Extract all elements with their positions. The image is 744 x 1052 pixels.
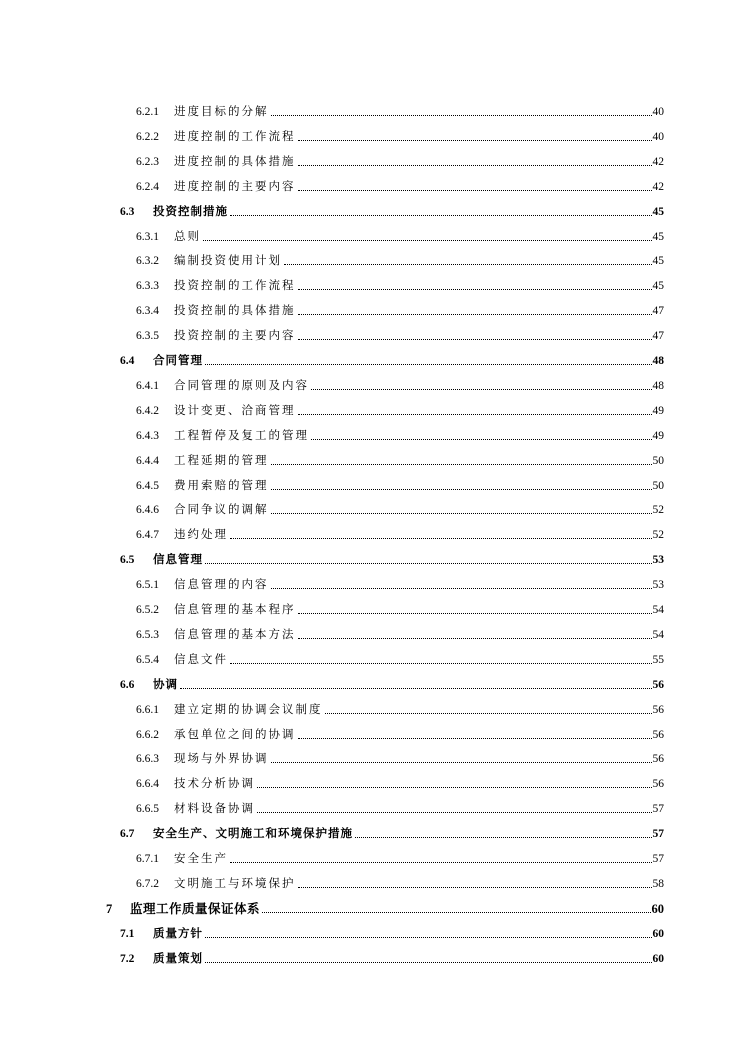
toc-entry-number: 6.6.5 bbox=[136, 803, 159, 816]
toc-entry[interactable] bbox=[136, 622, 664, 642]
toc-entry-title: 投资控制的具体措施 bbox=[174, 305, 296, 318]
toc-entry-page-number: 45 bbox=[652, 255, 664, 268]
toc-entry[interactable] bbox=[136, 149, 664, 169]
dot-leader bbox=[298, 413, 652, 415]
toc-entry-page-number: 52 bbox=[652, 504, 664, 517]
dot-leader bbox=[230, 537, 652, 539]
toc-entry-title: 安全生产、文明施工和环境保护措施 bbox=[153, 828, 353, 841]
dot-leader bbox=[311, 438, 652, 440]
toc-entry-number: 6.3 bbox=[120, 205, 135, 218]
toc-entry[interactable] bbox=[136, 497, 664, 517]
toc-entry-page-number: 57 bbox=[652, 803, 664, 816]
toc-entry-title: 进度目标的分解 bbox=[174, 106, 269, 118]
dot-leader bbox=[271, 512, 652, 514]
toc-entry[interactable] bbox=[136, 746, 664, 766]
toc-entry[interactable] bbox=[120, 547, 664, 567]
toc-entry-number: 6.7.1 bbox=[136, 853, 159, 865]
toc-entry-number: 6.6.2 bbox=[136, 728, 159, 741]
dot-leader bbox=[257, 811, 652, 813]
toc-entry-title: 合同争议的调解 bbox=[174, 504, 269, 517]
toc-entry-title: 信息管理的内容 bbox=[174, 579, 269, 592]
toc-entry-number: 7.1 bbox=[120, 927, 135, 940]
toc-entry-title: 违约处理 bbox=[174, 529, 228, 542]
toc-entry-number: 6.7.2 bbox=[136, 877, 159, 890]
toc-entry-title: 进度控制的工作流程 bbox=[174, 130, 296, 143]
toc-entry-page-number: 45 bbox=[652, 205, 664, 218]
dot-leader bbox=[230, 214, 652, 216]
toc-entry[interactable] bbox=[120, 672, 664, 692]
toc-entry-page-number: 56 bbox=[652, 703, 664, 716]
toc-entry-number: 6.6.1 bbox=[136, 703, 159, 716]
toc-entry-page-number: 48 bbox=[652, 355, 664, 367]
dot-leader bbox=[298, 737, 652, 739]
toc-entry-title: 文明施工与环境保护 bbox=[174, 877, 296, 890]
dot-leader bbox=[298, 612, 652, 614]
toc-entry-number: 6.2.4 bbox=[136, 180, 159, 193]
toc-entry[interactable] bbox=[136, 722, 664, 742]
toc-entry-number: 6.4.6 bbox=[136, 504, 159, 517]
toc-entry-number: 6.3.2 bbox=[136, 255, 159, 268]
dot-leader bbox=[298, 139, 652, 141]
dot-leader bbox=[298, 637, 652, 639]
dot-leader bbox=[298, 886, 652, 888]
toc-entry-title: 设计变更、洽商管理 bbox=[174, 404, 296, 417]
toc-entry[interactable] bbox=[136, 473, 664, 493]
dot-leader bbox=[257, 786, 652, 788]
toc-entry-number: 6.3.3 bbox=[136, 280, 159, 293]
toc-entry[interactable] bbox=[136, 647, 664, 667]
toc-entry-page-number: 56 bbox=[652, 728, 664, 741]
dot-leader bbox=[203, 239, 652, 241]
toc-entry-page-number: 40 bbox=[652, 106, 664, 118]
toc-entry[interactable] bbox=[136, 522, 664, 542]
toc-entry-number: 6.5.1 bbox=[136, 579, 159, 592]
toc-entry-title: 现场与外界协调 bbox=[174, 753, 269, 766]
toc-entry-number: 6.3.4 bbox=[136, 305, 159, 318]
dot-leader bbox=[205, 936, 652, 938]
toc-entry[interactable] bbox=[120, 348, 664, 368]
toc-entry-title: 协调 bbox=[153, 678, 178, 691]
toc-entry-page-number: 56 bbox=[652, 678, 664, 691]
toc-entry-title: 信息文件 bbox=[174, 653, 228, 666]
toc-entry-number: 6.4.1 bbox=[136, 379, 159, 392]
toc-entry-page-number: 50 bbox=[652, 454, 664, 467]
toc-entry[interactable] bbox=[136, 771, 664, 791]
toc-entry-title: 工程延期的管理 bbox=[174, 454, 269, 467]
toc-entry[interactable] bbox=[136, 373, 664, 393]
toc-entry-number: 6.7 bbox=[120, 828, 135, 841]
toc-entry-page-number: 54 bbox=[652, 604, 664, 616]
toc-entry[interactable] bbox=[136, 448, 664, 468]
dot-leader bbox=[205, 562, 652, 564]
toc-entry-number: 7 bbox=[106, 901, 113, 916]
toc-entry-page-number: 53 bbox=[652, 579, 664, 592]
toc-entry[interactable] bbox=[120, 921, 664, 941]
toc-entry-number: 6.6.4 bbox=[136, 778, 159, 791]
toc-entry-number: 6.4.5 bbox=[136, 479, 159, 492]
toc-entry-page-number: 53 bbox=[652, 554, 664, 567]
toc-entry[interactable] bbox=[136, 597, 664, 617]
dot-leader bbox=[298, 189, 652, 191]
dot-leader bbox=[180, 687, 652, 689]
toc-entry-number: 6.4.7 bbox=[136, 529, 159, 542]
toc-entry-title: 投资控制的工作流程 bbox=[174, 280, 296, 293]
toc-entry-page-number: 48 bbox=[652, 379, 664, 392]
toc-entry[interactable] bbox=[120, 199, 664, 219]
toc-entry-title: 总则 bbox=[174, 230, 201, 243]
toc-entry-title: 监理工作质量保证体系 bbox=[130, 901, 261, 916]
dot-leader bbox=[271, 488, 652, 490]
toc-entry-title: 投资控制的主要内容 bbox=[174, 330, 296, 343]
toc-entry-title: 进度控制的主要内容 bbox=[174, 180, 296, 193]
toc-entry-page-number: 56 bbox=[652, 778, 664, 791]
dot-leader bbox=[262, 911, 650, 913]
toc-entry[interactable] bbox=[136, 572, 664, 592]
dot-leader bbox=[298, 338, 652, 340]
toc-entry-page-number: 57 bbox=[652, 853, 664, 865]
toc-entry-page-number: 45 bbox=[652, 230, 664, 243]
toc-entry-title: 合同管理的原则及内容 bbox=[174, 379, 309, 392]
toc-entry[interactable] bbox=[136, 846, 664, 866]
toc-entry-page-number: 60 bbox=[652, 952, 664, 965]
dot-leader bbox=[311, 388, 652, 390]
toc-entry-page-number: 47 bbox=[652, 330, 664, 343]
toc-entry-page-number: 57 bbox=[652, 828, 664, 841]
toc-entry-title: 信息管理 bbox=[153, 554, 203, 567]
toc-entry-title: 承包单位之间的协调 bbox=[174, 728, 296, 741]
toc-entry-page-number: 60 bbox=[652, 927, 664, 940]
toc-entry[interactable] bbox=[136, 99, 664, 119]
toc-entry-page-number: 45 bbox=[652, 280, 664, 293]
toc-entry[interactable] bbox=[136, 697, 664, 717]
dot-leader bbox=[284, 263, 652, 265]
toc-entry-number: 6.3.1 bbox=[136, 230, 159, 243]
toc-entry-title: 合同管理 bbox=[153, 355, 203, 367]
toc-entry-number: 6.6.3 bbox=[136, 753, 159, 766]
dot-leader bbox=[230, 662, 652, 664]
toc-entry[interactable] bbox=[106, 896, 664, 916]
toc-entry-number: 6.3.5 bbox=[136, 330, 159, 343]
dot-leader bbox=[271, 114, 652, 116]
dot-leader bbox=[205, 961, 652, 963]
toc-entry[interactable] bbox=[136, 423, 664, 443]
toc-entry-page-number: 56 bbox=[652, 753, 664, 766]
toc-entry-title: 材料设备协调 bbox=[174, 803, 255, 816]
toc-entry-page-number: 49 bbox=[652, 404, 664, 417]
dot-leader bbox=[355, 836, 652, 838]
dot-leader bbox=[205, 363, 652, 365]
toc-entry-page-number: 54 bbox=[652, 628, 664, 641]
toc-entry-title: 信息管理的基本程序 bbox=[174, 604, 296, 616]
dot-leader bbox=[298, 164, 652, 166]
toc-entry[interactable] bbox=[136, 398, 664, 418]
toc-entry-title: 建立定期的协调会议制度 bbox=[174, 703, 323, 716]
toc-entry-number: 6.4.4 bbox=[136, 454, 159, 467]
toc-entry-number: 6.5.3 bbox=[136, 628, 159, 641]
toc-entry[interactable] bbox=[136, 248, 664, 268]
dot-leader bbox=[271, 761, 652, 763]
toc-entry-number: 6.4 bbox=[120, 355, 135, 367]
toc-entry-title: 安全生产 bbox=[174, 853, 228, 865]
toc-entry-page-number: 47 bbox=[652, 305, 664, 318]
toc-entry[interactable] bbox=[136, 323, 664, 343]
toc-entry[interactable] bbox=[136, 224, 664, 244]
toc-entry-page-number: 42 bbox=[652, 155, 664, 168]
toc-entry[interactable] bbox=[136, 796, 664, 816]
toc-entry-number: 6.5.4 bbox=[136, 653, 159, 666]
toc-entry-number: 6.5 bbox=[120, 554, 135, 567]
dot-leader bbox=[298, 288, 652, 290]
dot-leader bbox=[298, 313, 652, 315]
toc-entry[interactable] bbox=[120, 821, 664, 841]
dot-leader bbox=[271, 587, 652, 589]
toc-entry-number: 6.2.2 bbox=[136, 130, 159, 143]
dot-leader bbox=[230, 861, 652, 863]
toc-entry-title: 质量策划 bbox=[153, 952, 203, 965]
toc-entry-title: 质量方针 bbox=[153, 927, 203, 940]
toc-entry-page-number: 55 bbox=[652, 653, 664, 666]
toc-entry[interactable] bbox=[120, 946, 664, 966]
toc-entry[interactable] bbox=[136, 298, 664, 318]
toc-entry-number: 6.4.3 bbox=[136, 429, 159, 442]
toc-entry-title: 费用索赔的管理 bbox=[174, 479, 269, 492]
toc-entry-number: 6.4.2 bbox=[136, 404, 159, 417]
dot-leader bbox=[325, 712, 652, 714]
toc-entry-title: 信息管理的基本方法 bbox=[174, 628, 296, 641]
toc-entry-title: 技术分析协调 bbox=[174, 778, 255, 791]
toc-entry-page-number: 52 bbox=[652, 529, 664, 542]
toc-entry-title: 投资控制措施 bbox=[153, 205, 228, 218]
toc-entry[interactable] bbox=[136, 273, 664, 293]
toc-entry-page-number: 58 bbox=[652, 877, 664, 890]
dot-leader bbox=[271, 463, 652, 465]
toc-entry[interactable] bbox=[136, 871, 664, 891]
toc-entry-number: 6.2.3 bbox=[136, 155, 159, 168]
toc-entry-title: 进度控制的具体措施 bbox=[174, 155, 296, 168]
toc-entry[interactable] bbox=[136, 174, 664, 194]
toc-entry-title: 工程暂停及复工的管理 bbox=[174, 429, 309, 442]
toc-entry-number: 6.6 bbox=[120, 678, 135, 691]
toc-entry-page-number: 42 bbox=[652, 180, 664, 193]
toc-entry-number: 6.2.1 bbox=[136, 106, 159, 118]
toc-entry-title: 编制投资使用计划 bbox=[174, 255, 282, 268]
toc-entry-number: 6.5.2 bbox=[136, 604, 159, 616]
toc-entry-page-number: 50 bbox=[652, 479, 664, 492]
toc-entry-page-number: 60 bbox=[651, 901, 664, 916]
toc-entry-page-number: 40 bbox=[652, 130, 664, 143]
toc-entry-number: 7.2 bbox=[120, 952, 135, 965]
toc-entry[interactable] bbox=[136, 124, 664, 144]
toc-entry-page-number: 49 bbox=[652, 429, 664, 442]
